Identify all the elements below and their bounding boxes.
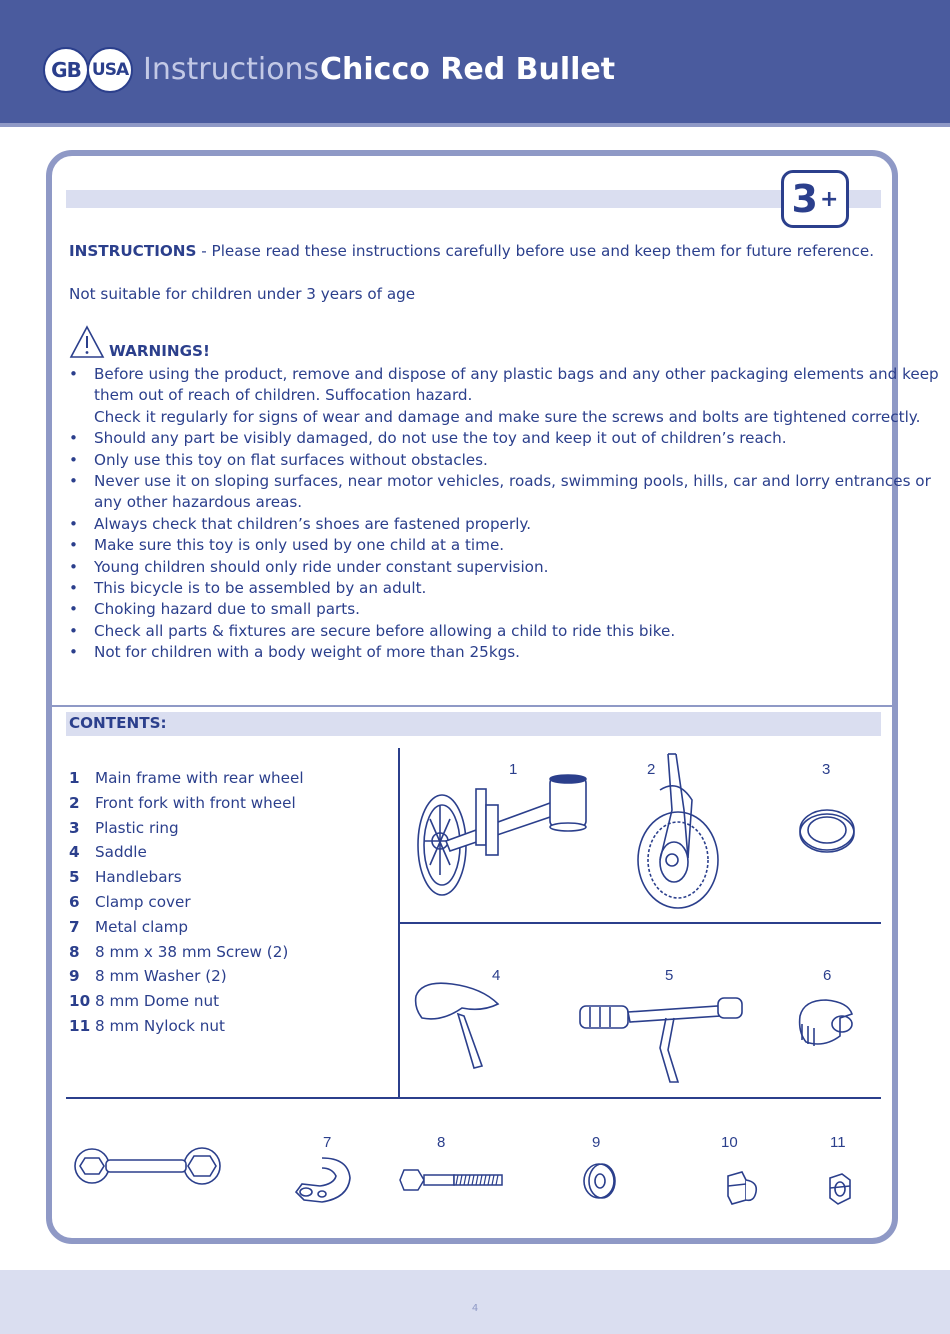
- warning-text: • Check all parts & fixtures are secure before allowing a child to ride this bike.: [94, 621, 676, 640]
- plastic-ring-icon: [798, 808, 856, 854]
- warning-item: [69, 535, 881, 556]
- part-item: [69, 865, 304, 890]
- nylock-nut-icon: [826, 1172, 854, 1206]
- warning-item: [69, 450, 881, 471]
- warning-text: • Should any part be visibly damaged, do not use the toy and keep it out of children’s reach.: [94, 429, 787, 448]
- instruction-panel: [46, 150, 939, 1244]
- intro-line: [69, 241, 874, 262]
- warning-text: • Young children should only ride under constant supervision.: [94, 557, 549, 576]
- warnings-list: [69, 364, 939, 664]
- part-label: Plastic ring: [95, 818, 179, 837]
- part-label: Metal clamp: [95, 917, 189, 936]
- part-label: 8 mm x 38 mm Screw (2): [95, 942, 289, 961]
- age-note: Not suitable for children under 3 years of age: [69, 285, 416, 303]
- part-label-10: 10: [721, 1134, 738, 1151]
- part-number: 5: [69, 868, 80, 887]
- part-label-8: 8: [437, 1134, 446, 1151]
- part-item: [69, 791, 304, 816]
- main-frame-icon: [410, 775, 590, 905]
- grid-bottom-line: [66, 1097, 881, 1099]
- part-label-5: 5: [665, 967, 674, 984]
- warning-text: • Never use it on sloping surfaces, near motor vehicles, roads, swimming pools, hills, car and lorry entrances or: [94, 472, 931, 491]
- part-item: [69, 915, 304, 940]
- warning-item: [69, 642, 881, 663]
- page-number: 4: [471, 1303, 479, 1314]
- part-label: 8 mm Nylock nut: [95, 1016, 225, 1035]
- screw-icon: [398, 1166, 506, 1194]
- dome-nut-icon: [724, 1170, 758, 1206]
- part-number: 11: [69, 1016, 91, 1035]
- contents-title: CONTENTS:: [69, 714, 167, 732]
- warning-item: [69, 557, 881, 578]
- warning-text: any other hazardous areas.: [94, 493, 303, 512]
- part-number: 2: [69, 793, 80, 812]
- warning-text: • Always check that children’s shoes are fastened properly.: [94, 514, 532, 533]
- part-number: 8: [69, 942, 80, 961]
- part-label: Handlebars: [95, 868, 182, 887]
- header-product-name: Chicco Red Bullet: [320, 52, 616, 87]
- parts-list: [69, 766, 304, 1039]
- warning-text: them out of reach of children. Suffocation hazard.: [94, 386, 473, 405]
- gb-badge: GB: [43, 47, 89, 93]
- warning-text: • Not for children with a body weight of more than 25kgs.: [94, 643, 520, 662]
- warning-item: [69, 428, 881, 449]
- warning-item: [69, 514, 881, 535]
- warning-item: [69, 578, 881, 599]
- intro-text: - Please read these instructions carefully before use and keep them for future reference.: [196, 242, 875, 260]
- part-label: Front fork with front wheel: [95, 793, 296, 812]
- part-label-11: 11: [830, 1134, 846, 1151]
- handlebars-icon: [578, 998, 744, 1086]
- clamp-cover-icon: [796, 996, 856, 1052]
- part-item: [69, 890, 304, 915]
- age-plus: +: [820, 186, 839, 212]
- part-item: [69, 989, 304, 1014]
- warning-item: [69, 364, 939, 428]
- part-number: 4: [69, 843, 80, 862]
- saddle-icon: [412, 978, 502, 1070]
- part-label-1: 1: [509, 761, 518, 778]
- part-number: 1: [69, 769, 80, 787]
- part-label: 8 mm Dome nut: [95, 992, 220, 1011]
- warning-item: [69, 621, 881, 642]
- part-label-9: 9: [592, 1134, 601, 1151]
- part-item: [69, 940, 304, 965]
- warning-text: Check it regularly for signs of wear and damage and make sure the screws and bolts are tightened correctly.: [94, 407, 921, 426]
- spanner-icon: [74, 1146, 222, 1186]
- age-number: 3: [791, 177, 818, 221]
- part-item: [69, 1014, 304, 1039]
- warning-text: • Make sure this toy is only used by one child at a time.: [94, 536, 505, 555]
- part-item: [69, 964, 304, 989]
- warning-text: • Only use this toy on flat surfaces without obstacles.: [94, 450, 488, 469]
- part-label-6: 6: [823, 967, 832, 984]
- warning-text: • Choking hazard due to small parts.: [94, 600, 360, 619]
- part-label-4: 4: [492, 967, 501, 984]
- warnings-title: WARNINGS!: [109, 342, 210, 360]
- header-title-label: Instructions: [143, 52, 320, 87]
- part-label-7: 7: [323, 1134, 332, 1151]
- part-label: Clamp cover: [95, 892, 191, 911]
- top-accent-bar: [66, 190, 881, 208]
- metal-clamp-icon: [292, 1154, 356, 1212]
- part-number: 3: [69, 818, 80, 837]
- front-fork-icon: [632, 750, 732, 912]
- washer-icon: [582, 1162, 618, 1200]
- grid-middle-line: [398, 922, 881, 924]
- part-item: [69, 816, 304, 841]
- warning-item: [69, 599, 881, 620]
- usa-badge: USA: [87, 47, 133, 93]
- header-divider: [0, 123, 950, 127]
- page-footer: [0, 1270, 950, 1334]
- part-item: [69, 840, 304, 865]
- part-label-3: 3: [822, 761, 831, 778]
- warning-text: • Before using the product, remove and dispose of any plastic bags and any other packaging elements and keep: [94, 365, 939, 383]
- part-label: Main frame with rear wheel: [95, 769, 304, 787]
- part-number: 7: [69, 917, 80, 936]
- age-badge: [781, 170, 849, 228]
- part-number: 10: [69, 992, 91, 1011]
- warning-item: [69, 471, 931, 514]
- warning-triangle-icon: [69, 325, 105, 359]
- part-label: Saddle: [95, 843, 147, 862]
- part-number: 9: [69, 967, 80, 986]
- part-label: 8 mm Washer (2): [95, 967, 227, 986]
- section-divider: [52, 705, 892, 707]
- part-label-2: 2: [647, 761, 656, 778]
- warning-text: • This bicycle is to be assembled by an adult.: [94, 579, 427, 598]
- contents-bar: [66, 712, 881, 736]
- part-number: 6: [69, 892, 80, 911]
- intro-label: INSTRUCTIONS: [69, 242, 197, 260]
- part-item: [69, 766, 304, 791]
